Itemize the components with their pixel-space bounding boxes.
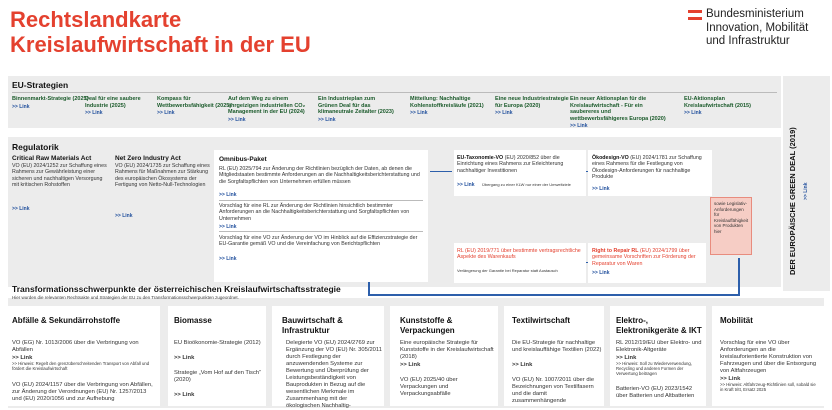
column-text: VO (EU) 2024/1157 über die Verbringung von Abfällen, zur Änderung der Verordnungen (EU) Nr. 1257/2013 und (EU) 2020/1056 und zur Aufhebung <box>12 382 153 402</box>
austria-flag-icon <box>688 10 702 20</box>
column-text: EU Bioökonomie-Strategie (2012) <box>174 340 261 346</box>
warenkauf-text: RL (EU) 2019/771 über bestimmte vertragsrechtliche Aspekte des Warenkaufs <box>457 248 581 261</box>
taxonomie-link[interactable]: >> Link <box>457 182 475 188</box>
eu-strategy-item: Deal für eine saubere Industrie (2025) >> Link <box>85 96 163 117</box>
column-note: >> Hinweis: Soll zu Wiederverwendung, Recycling und anderen Formen der Verwertung beitragen <box>616 361 692 377</box>
link[interactable]: >> Link <box>318 116 336 123</box>
nzia-title: Net Zero Industry Act <box>115 155 181 162</box>
column-title: Abfälle & Sekundärrohstoffe <box>12 316 121 325</box>
eu-strategien-label: EU-Strategien <box>12 80 69 90</box>
ministry-line-3: und Infrastruktur <box>706 35 790 47</box>
column-text: Eine europäische Strategie für Kunststoffe in der Kreislaufwirtschaft (2018) <box>400 340 494 360</box>
ministry-line-2: Innovation, Mobilität <box>706 21 809 34</box>
page-title <box>10 7 311 57</box>
eu-strategy-item: Eine neue Industriestrategie für Europa (2020) >> Link <box>495 96 573 117</box>
link[interactable]: >> Link <box>570 123 588 129</box>
green-deal-link[interactable]: >> Link <box>803 182 809 200</box>
column-text: RL 2012/19/EU über Elektro- und Elektronik-Altgeräte <box>616 340 702 353</box>
omnibus-link-1[interactable]: >> Link <box>219 192 237 198</box>
column-title: Mobilität <box>720 316 753 325</box>
arrow-up <box>738 258 740 296</box>
omnibus-link-3[interactable]: >> Link <box>219 256 237 262</box>
connector-arrow <box>430 171 452 172</box>
eu-strategy-item: Ein Industrieplan zum Grünen Deal für das klimaneutrale Zeitalter (2023) >> Link <box>318 96 396 123</box>
column-link[interactable]: >> Link <box>174 355 195 361</box>
column-title: Textilwirtschaft <box>512 316 571 325</box>
repair-link[interactable]: >> Link <box>592 270 610 276</box>
ministry-line-1: Bundesministerium <box>706 8 804 20</box>
column-text: VO (EU) Nr. 1007/2011 über die Bezeichnungen von Textilfasern und die damit zusammenhängende <box>512 377 595 404</box>
omnibus-title: Omnibus-Paket <box>219 156 267 163</box>
link[interactable]: >> Link <box>12 103 30 110</box>
oekodesign-text: Ökodesign-VO (EU) 2024/1781 zur Schaffung eines Rahmens für die Festlegung von Ökodesign-Anforderungen für nachhaltige Produkte <box>592 155 702 180</box>
connector-arrow <box>586 171 588 172</box>
connector-arrow <box>586 262 588 263</box>
crma-title: Critical Raw Materials Act <box>12 155 92 162</box>
column-title: Elektro-, Elektronikgeräte & IKT <box>616 316 702 335</box>
column-link[interactable]: >> Link <box>512 362 533 368</box>
link[interactable]: >> Link <box>684 110 702 116</box>
title-line-2: Kreislaufwirtschaft in der EU <box>10 32 311 57</box>
arrow-horizontal <box>368 294 738 296</box>
crma-text: VO (EU) 2024/1252 zur Schaffung eines Rahmens zur Gewährleistung einer sicheren und nachhaltigen Versorgung mit kritischen Rohstoffen <box>12 163 107 188</box>
column-text: Delegierte VO (EU) 2024/2769 zur Ergänzung der VO (EU) Nr. 305/2011 durch Festlegung der anzuwendenden Systeme zur Bewertung und Überprüfung der Leistungsbeständigkeit von Bauprodukten in Bezug auf die wesentlichen Merkmale im Zusammenhang mit der ökologischen Nachhaltig- <box>286 340 382 409</box>
transformation-title: Transformationsschwerpunkte der österreichischen Kreislaufwirtschaftsstrategie <box>12 284 341 294</box>
taxonomie-note: Übergang zu einer KLW nur einer der Umweltziele <box>482 182 571 187</box>
eu-strategy-item: Ein neuer Aktionsplan für die Kreislaufwirtschaft - Für ein saubereres und wettbewerbsfähigeres Europa (2020) >> Link <box>570 96 668 130</box>
nzia-link[interactable]: >> Link <box>115 213 133 219</box>
taxonomie-text: EU-Taxonomie-VO (EU) 2020/852 über die Einrichtung eines Rahmens zur Erleichterung nachhaltiger Investitionen <box>457 155 564 174</box>
warenkauf-note: Verlängerung der Garantie bei Reparatur statt Austausch <box>457 268 558 273</box>
link[interactable]: >> Link <box>228 116 246 123</box>
column-link[interactable]: >> Link <box>174 392 195 398</box>
column-title: Bauwirtschaft & Infrastruktur <box>282 316 343 335</box>
column-link[interactable]: >> Link <box>12 355 33 361</box>
link[interactable]: >> Link <box>85 110 103 116</box>
omnibus-link-2[interactable]: >> Link <box>219 224 237 230</box>
regulatorik-label: Regulatorik <box>12 142 59 152</box>
oekodesign-link[interactable]: >> Link <box>592 186 610 192</box>
eu-strategy-item: Binnenmarkt-Strategie (2025) >> Link <box>12 96 89 110</box>
link[interactable]: >> Link <box>157 110 175 116</box>
column-note: >> Hinweis: Altfahrzeug-Richtlinien soll, sobald sie in Kraft tritt, Ersatz 2025 <box>720 382 816 393</box>
column-text: Strategie „Vom Hof auf den Tisch“ (2020) <box>174 370 261 383</box>
column-text: Die EU-Strategie für nachhaltige und kreislauffähige Textilien (2022) <box>512 340 602 353</box>
eu-strategy-item: Kompass für Wettbewerbsfähigkeit (2025) >> Link <box>157 96 235 117</box>
omnibus-text-1: RL (EU) 2025/794 zur Änderung der Richtlinien bezüglich der Daten, ab denen die Mitgliedstaaten bestimmte Anforderungen an die Nachhaltigkeitsberichterstattung und die Sorgfaltspflichten von Unternehmen erfüllen müssen <box>219 166 420 185</box>
transformation-subtitle: Hier wurden die relevanten Rechtsakte und Strategien der EU zu den Transformationsschwerpunkten zugeordnet. <box>12 295 239 300</box>
column-link[interactable]: >> Link <box>616 355 637 361</box>
nzia-text: VO (EU) 2024/1735 zur Schaffung eines Rahmens für Maßnahmen zur Stärkung des europäischen Ökosystems der Fertigung von Netto-Null-Technologien <box>115 163 210 188</box>
repair-text: Right to Repair RL (EU) 2024/1799 über gemeinsame Vorschriften zur Förderung der Reparatur von Waren <box>592 248 696 267</box>
column-text: Vorschlag für eine VO über Anforderungen an die kreislauforientierte Konstruktion von Fahrzeugen und über die Entsorgung von Altfahrzeugen <box>720 340 817 374</box>
title-line-1: Rechtslandkarte <box>10 7 182 32</box>
green-deal-label: DER EUROPÄISCHE GREEN DEAL (2019) <box>788 127 797 275</box>
eu-strategy-item: Auf dem Weg zu einem ehrgeizigen industriellen CO₂ Management in der EU (2024) >> Link <box>228 96 312 123</box>
column-title: Biomasse <box>174 316 212 325</box>
column-title: Kunststoffe & Verpackungen <box>400 316 455 335</box>
column-text: VO (EG) Nr. 1013/2006 über die Verbringung von Abfällen <box>12 340 139 353</box>
legislative-note-box: sowie Legislativ-Anforderungen für Kreislauffähigkeit von Produkten hier <box>710 197 752 255</box>
crma-link[interactable]: >> Link <box>12 206 30 212</box>
eu-strategy-item: EU-Aktionsplan Kreislaufwirtschaft (2015) >> Link <box>684 96 774 117</box>
eu-strategy-item: Mitteilung: Nachhaltige Kohlenstoffkreisläufe (2021) >> Link <box>410 96 488 117</box>
column-link[interactable]: >> Link <box>720 376 741 382</box>
omnibus-text-2: Vorschlag für eine RL zur Änderung der Richtlinien hinsichtlich bestimmter Anforderungen an die Nachhaltigkeitsberichterstattung und Sorgfaltspflichten von Unternehmen <box>219 203 410 222</box>
column-text: VO (EU) 2025/40 über Verpackungen und Verpackungsabfälle <box>400 377 458 397</box>
link[interactable]: >> Link <box>495 110 513 116</box>
link[interactable]: >> Link <box>410 110 428 116</box>
column-note: >> Hinweis: Regelt den grenzüberschreitenden Transport von Abfall und fördert die Kreislaufwirtschaft <box>12 361 150 372</box>
column-text: Batterien-VO (EU) 2023/1542 über Batterien und Altbatterien <box>616 386 695 399</box>
column-link[interactable]: >> Link <box>400 362 421 368</box>
omnibus-text-3: Vorschlag für eine VO zur Änderung der VO im Hinblick auf die Effizienzstrategie der EU-Garantie gemäß VO und die Vereinfachung von Berichtspflichten <box>219 235 418 248</box>
